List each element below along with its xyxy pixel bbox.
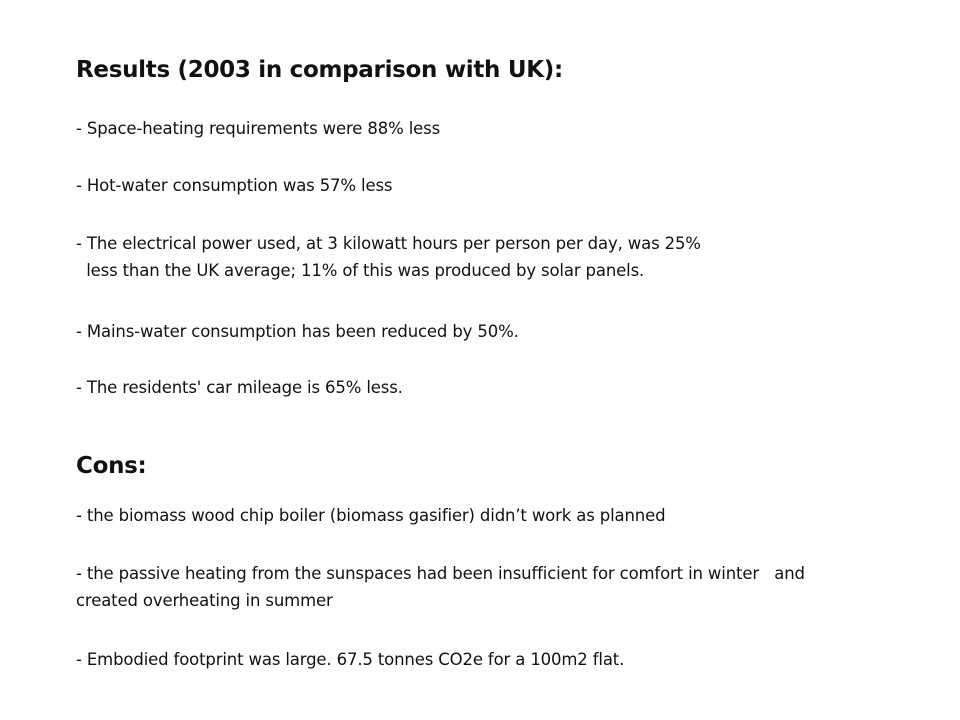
cons-heading: Cons: [76,453,147,479]
results-item-line: - Space-heating requirements were 88% less [76,119,441,138]
results-item-electrical-power [76,230,701,284]
results-item-hot-water [76,172,392,199]
cons-item-embodied-footprint [76,646,624,673]
results-item-line: - The residents' car mileage is 65% less. [76,378,403,397]
cons-item-line: created overheating in summer [76,591,333,610]
results-item-line: - Mains-water consumption has been reduced by 50%. [76,322,519,341]
results-item-mains-water [76,318,519,345]
cons-item-passive-heating [76,560,805,614]
results-item-line: - The electrical power used, at 3 kilowatt hours per person per day, was 25% [76,234,701,253]
cons-item-line: - Embodied footprint was large. 67.5 tonnes CO2e for a 100m2 flat. [76,650,625,669]
cons-item-line: - the biomass wood chip boiler (biomass gasifier) didn’t work as planned [76,506,666,525]
results-item-car-mileage [76,374,403,401]
results-item-line: - Hot-water consumption was 57% less [76,176,393,195]
results-heading: Results (2003 in comparison with UK): [76,57,563,83]
results-item-space-heating [76,115,440,142]
cons-item-line: - the passive heating from the sunspaces had been insufficient for comfort in winter and [76,564,805,583]
results-item-line: less than the UK average; 11% of this was produced by solar panels. [76,261,645,280]
cons-item-biomass-boiler [76,502,665,529]
